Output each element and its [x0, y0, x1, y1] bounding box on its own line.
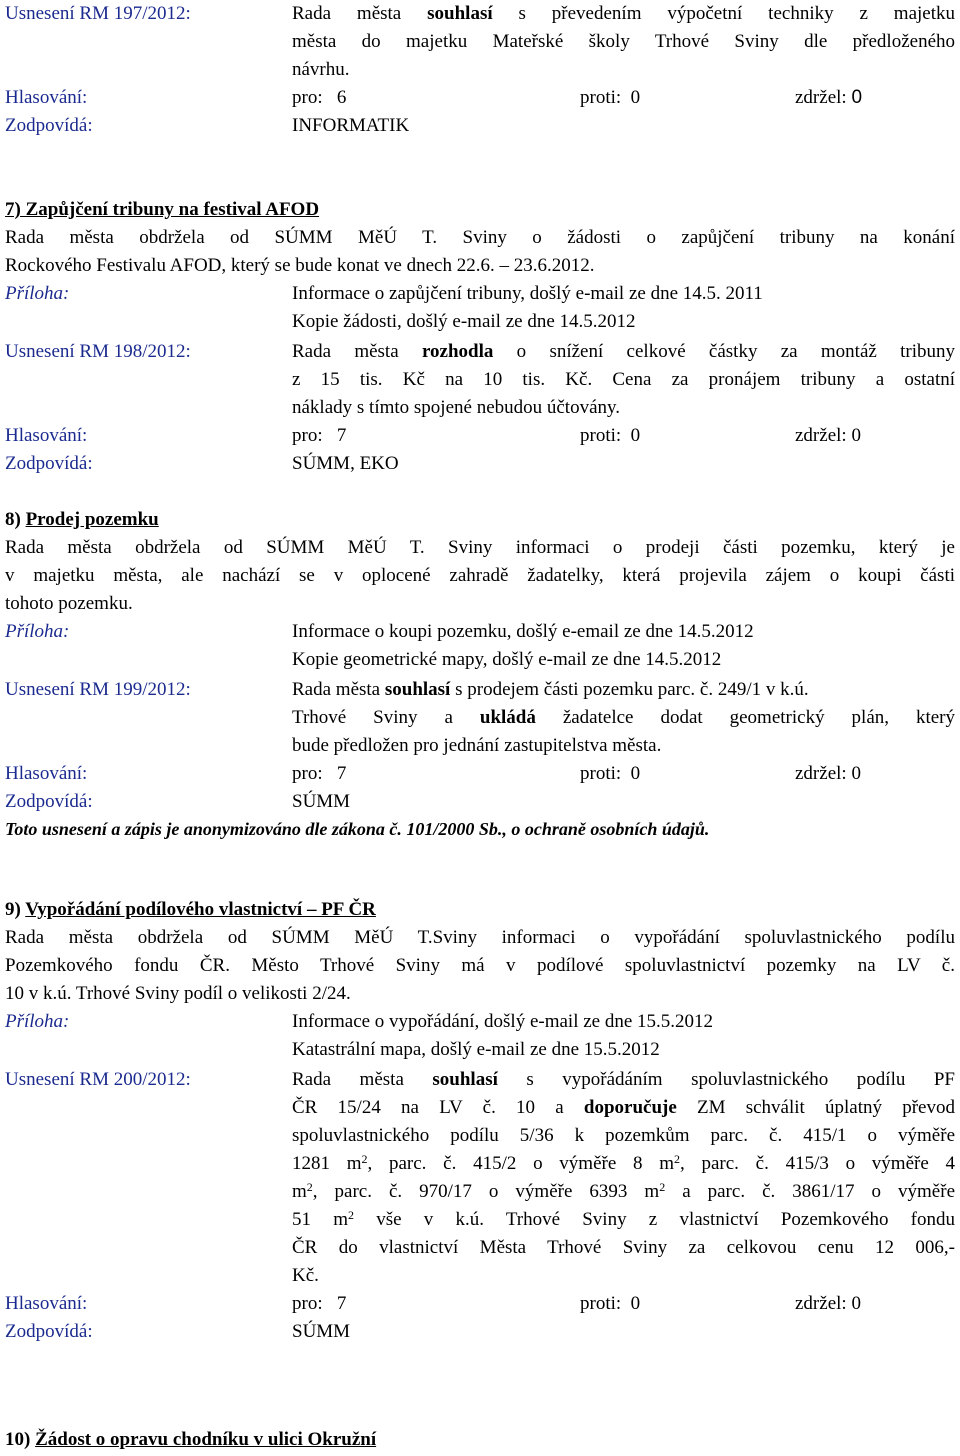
responsible-label: Zodpovídá:: [5, 115, 93, 136]
section-8-paragraph-line2: v majetku města, ale nachází se v oplocené zahradě žadatelky, která projevila zájem o koupi části: [5, 565, 955, 586]
section-9-paragraph-line2: Pozemkového fondu ČR. Město Trhové Sviny má v podílové spoluvlastnictví pozemky na LV č.: [5, 955, 955, 976]
resolution-198-heading: Usnesení RM 198/2012:: [5, 341, 191, 362]
section-7-attachment-1: Informace o zapůjčení tribuny, došlý e-mail ze dne 14.5. 2011: [292, 283, 763, 304]
responsible-label: Zodpovídá:: [5, 791, 93, 812]
resolution-200-text-line1: Rada města souhlasí s vypořádáním spoluvlastnického podílu PF: [292, 1069, 955, 1090]
section-7-attachment-2: Kopie žádosti, došlý e-mail ze dne 14.5.2012: [292, 311, 636, 332]
resolution-197-heading: Usnesení RM 197/2012:: [5, 3, 191, 24]
resolution-198-text-line1: Rada města rozhodla o snížení celkové částky za montáž tribuny: [292, 341, 955, 362]
section-7-title: 7) Zapůjčení tribuny na festival AFOD: [5, 199, 320, 220]
vote-label: Hlasování:: [5, 87, 88, 108]
section-8-paragraph-line1: Rada města obdržela od SÚMM MěÚ T. Sviny informaci o prodeji části pozemku, který je: [5, 537, 955, 558]
vote-proti-198: proti: 0: [580, 425, 641, 446]
resolution-197-text-line1: Rada města souhlasí s převedením výpočetní techniky z majetku: [292, 3, 956, 24]
vote-label: Hlasování:: [5, 763, 88, 784]
vote-proti-199: proti: 0: [580, 763, 641, 784]
resolution-200-text-line5: $m^2$, parc. č. 970/17 o výměře 6393 $m^2$ a parc. č. 3861/17 o výměře: [292, 1180, 955, 1202]
section-9-attachment-2: Katastrální mapa, došlý e-mail ze dne 15.5.2012: [292, 1039, 660, 1060]
resolution-199-heading: Usnesení RM 199/2012:: [5, 679, 191, 700]
section-7-paragraph-line2: Rockového Festivalu AFOD, který se bude konat ve dnech 22.6. – 23.6.2012.: [5, 255, 595, 276]
section-8-paragraph-line3: tohoto pozemku.: [5, 593, 133, 614]
vote-zdrzel-199: zdržel: 0: [795, 763, 861, 784]
attachment-label: Příloha:: [5, 1011, 70, 1032]
section-7-paragraph-line1: Rada města obdržela od SÚMM MěÚ T. Sviny o žádosti o zapůjčení tribuny na konání: [5, 227, 955, 248]
responsible-200: SÚMM: [292, 1321, 351, 1342]
vote-pro-197: pro: 6: [292, 87, 347, 108]
vote-label: Hlasování:: [5, 1293, 88, 1314]
resolution-198-text-line3: náklady s tímto spojené nebudou účtovány.: [292, 397, 621, 418]
resolution-200-heading: Usnesení RM 200/2012:: [5, 1069, 191, 1090]
resolution-200-text-line2: ČR 15/24 na LV č. 10 a doporučuje ZM schválit úplatný převod: [292, 1097, 955, 1118]
responsible-199: SÚMM: [292, 791, 351, 812]
section-8-attachment-2: Kopie geometrické mapy, došlý e-mail ze dne 14.5.2012: [292, 649, 722, 670]
vote-zdrzel-200: zdržel: 0: [795, 1293, 861, 1314]
resolution-200-text-line6: 51 $m^2$ vše v k.ú. Trhové Sviny z vlastnictví Pozemkového fondu: [292, 1208, 955, 1230]
resolution-200-text-line7: ČR do vlastnictví Města Trhové Sviny za celkovou cenu 12 006,-: [292, 1237, 955, 1258]
attachment-label: Příloha:: [5, 621, 70, 642]
vote-label: Hlasování:: [5, 425, 88, 446]
resolution-197-text-line3: návrhu.: [292, 59, 350, 80]
resolution-199-text-line2: Trhové Sviny a ukládá žadatelce dodat geometrický plán, který: [292, 707, 955, 728]
section-10-title: 10) Žádost o opravu chodníku v ulici Okružní: [5, 1429, 377, 1450]
vote-proti-200: proti: 0: [580, 1293, 641, 1314]
vote-pro-200: pro: 7: [292, 1293, 347, 1314]
resolution-200-text-line8: Kč.: [292, 1265, 319, 1286]
vote-proti-197: proti: 0: [580, 87, 641, 108]
anonymization-note: Toto usnesení a zápis je anonymizováno dle zákona č. 101/2000 Sb., o ochraně osobních údajů.: [5, 819, 710, 839]
vote-pro-198: pro: 7: [292, 425, 347, 446]
section-9-attachment-1: Informace o vypořádání, došlý e-mail ze dne 15.5.2012: [292, 1011, 714, 1032]
section-8-title: 8) Prodej pozemku: [5, 509, 159, 530]
resolution-198-text-line2: z 15 tis. Kč na 10 tis. Kč. Cena za pronájem tribuny a ostatní: [292, 369, 955, 390]
section-9-paragraph-line1: Rada města obdržela od SÚMM MěÚ T.Sviny informaci o vypořádání spoluvlastnického podílu: [5, 927, 955, 948]
vote-zdrzel-198: zdržel: 0: [795, 425, 861, 446]
resolution-200-text-line4: 1281 $m^2$, parc. č. 415/2 o výměře 8 $m^2$, parc. č. 415/3 o výměře 4: [292, 1152, 956, 1174]
resolution-199-text-line3: bude předložen pro jednání zastupitelstva města.: [292, 735, 662, 756]
vote-pro-199: pro: 7: [292, 763, 347, 784]
responsible-197: INFORMATIK: [292, 115, 410, 136]
resolution-197-text-line2: města do majetku Mateřské školy Trhové Sviny dle předloženého: [292, 31, 955, 52]
responsible-198: SÚMM, EKO: [292, 453, 399, 474]
responsible-label: Zodpovídá:: [5, 1321, 93, 1342]
resolution-199-text-line1: Rada města souhlasí s prodejem části pozemku parc. č. 249/1 v k.ú.: [292, 679, 809, 700]
section-8-attachment-1: Informace o koupi pozemku, došlý e-email ze dne 14.5.2012: [292, 621, 754, 642]
resolution-200-text-line3: spoluvlastnického podílu 5/36 k pozemkům parc. č. 415/1 o výměře: [292, 1125, 955, 1146]
attachment-label: Příloha:: [5, 283, 70, 304]
section-9-paragraph-line3: 10 v k.ú. Trhové Sviny podíl o velikosti 2/24.: [5, 983, 351, 1004]
section-9-title: 9) Vypořádání podílového vlastnictví – PF ČR: [5, 899, 376, 920]
vote-zdrzel-197: zdržel: 0: [795, 87, 863, 108]
responsible-label: Zodpovídá:: [5, 453, 93, 474]
